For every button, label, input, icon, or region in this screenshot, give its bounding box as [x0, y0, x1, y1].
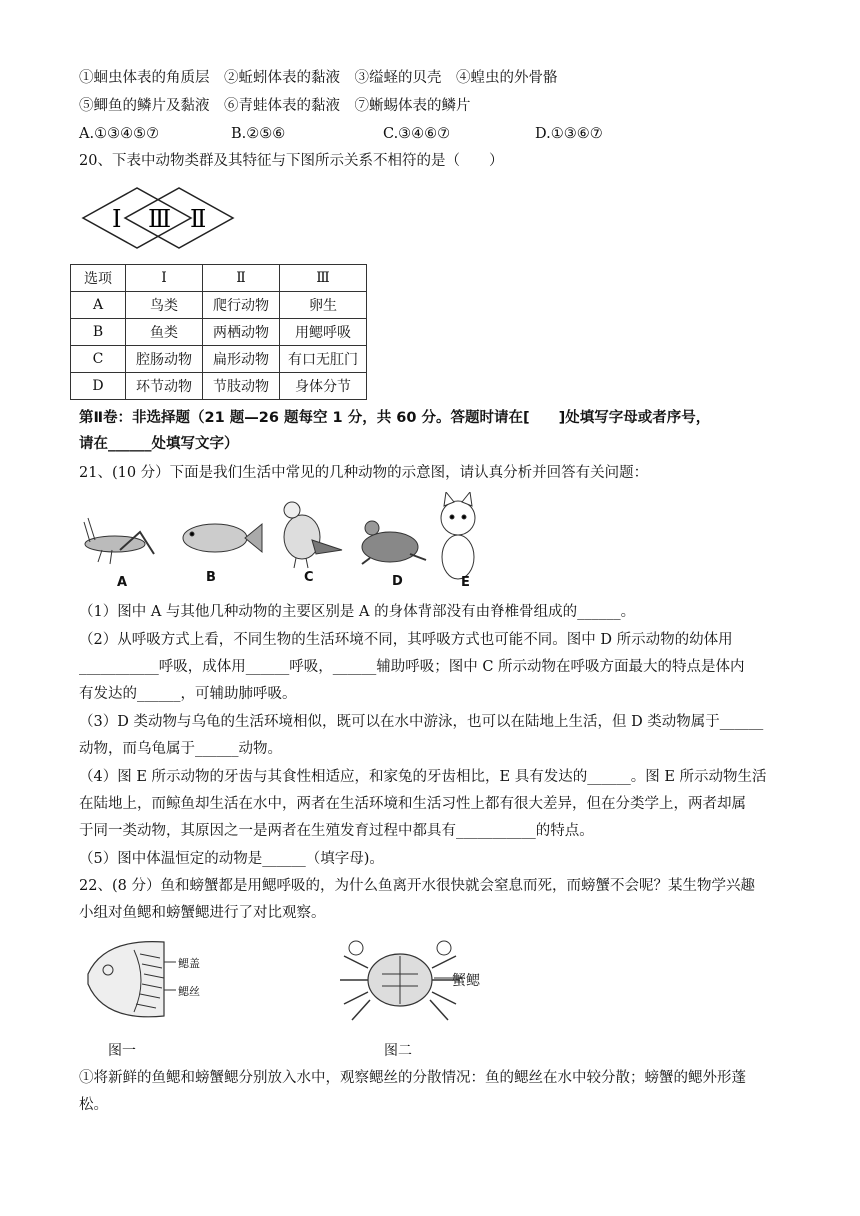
table-cell: 节肢动物	[203, 373, 280, 400]
animal-label-a: A	[117, 575, 128, 590]
animal-label-b: B	[206, 570, 216, 585]
q22-observation-line2: 松。	[79, 1097, 108, 1113]
q20-stem: 20、下表中动物类群及其特征与下图所示关系不相符的是（ ）	[79, 153, 504, 169]
table-cell: B	[71, 319, 126, 346]
option-b: B.②⑤⑥	[231, 126, 286, 142]
pigeon-figure	[284, 502, 342, 568]
animal-figures	[80, 492, 480, 592]
figure-caption-2: 图二	[384, 1043, 412, 1059]
venn-diamond-diagram	[80, 184, 236, 252]
crab-label-gill: 蟹鳃	[452, 973, 480, 989]
q22-stem-line1: 22、(8 分）鱼和螃蟹都是用鳃呼吸的，为什么鱼离开水很快就会窒息而死，而螃蟹不会呢？某生物学兴趣	[79, 878, 755, 894]
frog-figure	[362, 521, 426, 564]
table-cell: 身体分节	[280, 373, 367, 400]
q21-part4-line2: 在陆地上，而鲸鱼却生活在水中，两者在生活环境和生活习性上都有很大差异，但在分类学上，两者却属	[79, 796, 746, 812]
fish-gill-figure	[84, 934, 204, 1026]
table-header-row	[71, 265, 367, 292]
cat-figure	[441, 492, 475, 579]
q21-part4-line3: 于同一类动物，其原因之一是两者在生殖发育过程中都具有___________的特点。	[79, 823, 594, 839]
q21-part3-line2: 动物，而乌龟属于______动物。	[79, 741, 282, 757]
q22-stem-line2: 小组对鱼鳃和螃蟹鳃进行了对比观察。	[79, 905, 326, 921]
table-cell: 两栖动物	[203, 319, 280, 346]
table-cell: 卵生	[280, 292, 367, 319]
figure-caption-1: 图一	[108, 1043, 136, 1059]
q19-line2: ⑤鲫鱼的鳞片及黏液 ⑥青蛙体表的黏液 ⑦蜥蜴体表的鳞片	[79, 98, 471, 114]
q21-part2-line3: 有发达的______，可辅助肺呼吸。	[79, 686, 297, 702]
option-d: D.①③⑥⑦	[535, 126, 603, 142]
q19-line1: ①蛔虫体表的角质层 ②蚯蚓体表的黏液 ③缢蛏的贝壳 ④蝗虫的外骨骼	[79, 70, 558, 86]
animal-label-e: E	[461, 575, 470, 590]
table-cell: 扁形动物	[203, 346, 280, 373]
diagram-label-left: Ⅰ	[112, 205, 122, 233]
table-cell: 腔肠动物	[126, 346, 203, 373]
table-cell: D	[71, 373, 126, 400]
table-header: Ⅲ	[280, 265, 367, 292]
table-row	[71, 292, 367, 319]
table-header: 选项	[71, 265, 126, 292]
q19-options	[79, 124, 603, 144]
q21-part2-line2: ___________呼吸，成体用______呼吸，______辅助呼吸；图中 C 所示动物在呼吸方面最大的特点是体内	[79, 659, 745, 675]
q21-stem: 21、(10 分）下面是我们生活中常见的几种动物的示意图，请认真分析并回答有关问题：	[79, 465, 649, 481]
option-c: C.③④⑥⑦	[383, 126, 451, 142]
option-a: A.①③④⑤⑦	[79, 126, 160, 142]
table-cell: 有口无肛门	[280, 346, 367, 373]
table-cell: 环节动物	[126, 373, 203, 400]
section2-heading-line2: 请在______处填写文字）	[79, 436, 239, 452]
table-row	[71, 373, 367, 400]
q21-part1: （1）图中 A 与其他几种动物的主要区别是 A 的身体背部没有由脊椎骨组成的______。	[79, 604, 636, 620]
q21-part2-line1: （2）从呼吸方式上看，不同生物的生活环境不同，其呼吸方式也可能不同。图中 D 所示动物的幼体用	[79, 632, 733, 648]
fish-label-operculum: 鳃盖	[178, 957, 200, 970]
section2-heading-line1: 第Ⅱ卷：非选择题（21 题—26 题每空 1 分，共 60 分。答题时请在[ ]处填写字母或者序号，	[79, 410, 711, 426]
table-cell: 鸟类	[126, 292, 203, 319]
table-header: Ⅱ	[203, 265, 280, 292]
animal-label-d: D	[392, 574, 403, 589]
grasshopper-figure	[84, 518, 154, 564]
q22-observation-line1: ①将新鲜的鱼鳃和螃蟹鳃分别放入水中，观察鳃丝的分散情况：鱼的鳃丝在水中较分散；螃蟹的鳃外形蓬	[79, 1070, 746, 1086]
table-cell: A	[71, 292, 126, 319]
q20-table	[70, 264, 367, 400]
q21-part5: （5）图中体温恒定的动物是______（填字母)。	[79, 851, 384, 867]
q21-part3-line1: （3）D 类动物与乌龟的生活环境相似，既可以在水中游泳，也可以在陆地上生活，但 D 类动物属于______	[79, 714, 764, 730]
fish-label-gill-filaments: 鳃丝	[178, 985, 200, 998]
table-cell: 鱼类	[126, 319, 203, 346]
table-cell: 爬行动物	[203, 292, 280, 319]
animal-label-c: C	[304, 570, 314, 585]
fish-figure	[183, 524, 262, 552]
diagram-label-right: Ⅱ	[190, 205, 207, 233]
table-cell: 用鳃呼吸	[280, 319, 367, 346]
q21-part4-line1: （4）图 E 所示动物的牙齿与其食性相适应，和家兔的牙齿相比，E 具有发达的______。图 E 所示动物生活	[79, 769, 767, 785]
diagram-label-middle: Ⅲ	[148, 205, 172, 233]
table-cell: C	[71, 346, 126, 373]
table-row	[71, 319, 367, 346]
table-row	[71, 346, 367, 373]
table-header: Ⅰ	[126, 265, 203, 292]
